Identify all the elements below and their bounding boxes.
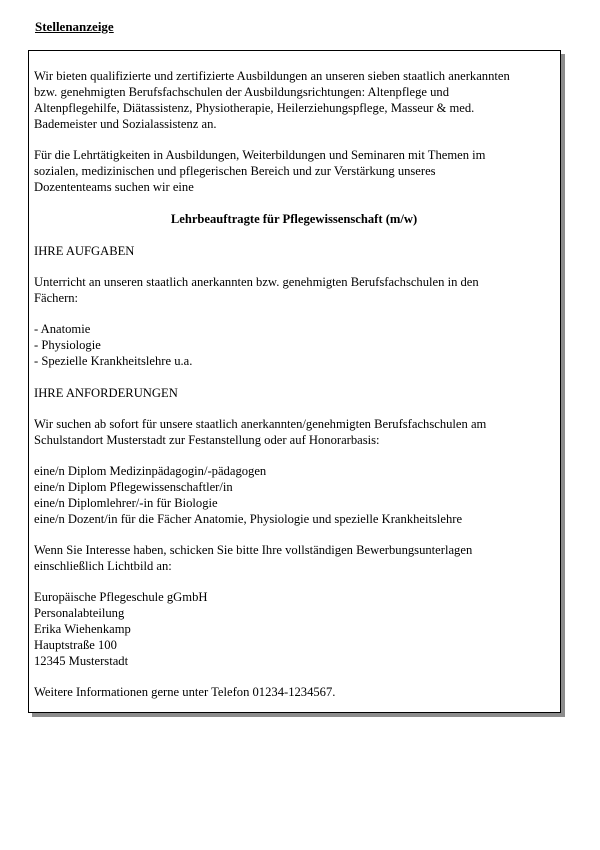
intro-paragraph <box>34 68 554 132</box>
text-line: sozialen, medizinischen und pflegerischen Bereich und zur Verstärkung unseres <box>34 164 436 178</box>
text-line: Schulstandort Musterstadt zur Festanstellung oder auf Honorarbasis: <box>34 433 380 447</box>
job-title: Lehrbeauftragte für Pflegewissenschaft (m/w) <box>170 212 418 226</box>
text-line: Fächern: <box>34 291 79 305</box>
address-line: Hauptstraße 100 <box>34 638 117 652</box>
text-line: bzw. genehmigten Berufsfachschulen der Ausbildungsrichtungen: Altenpflege und <box>34 85 450 99</box>
spacer <box>34 306 554 321</box>
text-line: Wir suchen ab sofort für unsere staatlich anerkannten/genehmigten Berufsfachschulen am <box>34 417 487 431</box>
tasks-paragraph <box>34 274 554 306</box>
requirements-paragraph <box>34 416 554 448</box>
text-line: Bademeister und Sozialassistenz an. <box>34 117 217 131</box>
job-ad-box <box>28 50 561 713</box>
text-line: Für die Lehrtätigkeiten in Ausbildungen, Weiterbildungen und Seminaren mit Themen im <box>34 148 486 162</box>
text-line: Altenpflegehilfe, Diätassistenz, Physiotherapie, Heilerziehungspflege, Masseur & med. <box>34 101 475 115</box>
address-line: Erika Wiehenkamp <box>34 622 131 636</box>
address-line: Personalabteilung <box>34 606 125 620</box>
list-item: eine/n Diplomlehrer/-in für Biologie <box>34 496 218 510</box>
requirements-heading: IHRE ANFORDERUNGEN <box>34 386 178 400</box>
spacer <box>34 401 554 416</box>
profiles-list <box>34 463 554 527</box>
search-paragraph <box>34 147 554 195</box>
list-item: - Physiologie <box>34 338 101 352</box>
spacer <box>34 132 554 147</box>
text-line: Wir bieten qualifizierte und zertifizierte Ausbildungen an unseren sieben staatlich anerkannten <box>34 69 510 83</box>
address-block <box>34 589 554 669</box>
spacer <box>34 669 554 684</box>
text-line: Wenn Sie Interesse haben, schicken Sie bitte Ihre vollständigen Bewerbungsunterlagen <box>34 543 473 557</box>
list-item: - Spezielle Krankheitslehre u.a. <box>34 354 193 368</box>
text-line: einschließlich Lichtbild an: <box>34 559 172 573</box>
text-line: Unterricht an unseren staatlich anerkannten bzw. genehmigten Berufsfachschulen in den <box>34 275 479 289</box>
job-ad-content <box>34 68 554 700</box>
address-line: 12345 Musterstadt <box>34 654 129 668</box>
spacer <box>34 448 554 463</box>
subjects-list <box>34 321 554 369</box>
address-line: Europäische Pflegeschule gGmbH <box>34 590 208 604</box>
tasks-heading: IHRE AUFGABEN <box>34 244 135 258</box>
list-item: eine/n Dozent/in für die Fächer Anatomie, Physiologie und spezielle Krankheitslehre <box>34 512 463 526</box>
spacer <box>34 527 554 542</box>
text-line: Dozententeams suchen wir eine <box>34 180 194 194</box>
contact-line: Weitere Informationen gerne unter Telefon 01234-1234567. <box>34 685 336 699</box>
list-item: - Anatomie <box>34 322 91 336</box>
apply-paragraph <box>34 542 554 574</box>
page-heading: Stellenanzeige <box>35 19 114 34</box>
list-item: eine/n Diplom Medizinpädagogin/-pädagogen <box>34 464 267 478</box>
spacer <box>34 259 554 274</box>
list-item: eine/n Diplom Pflegewissenschaftler/in <box>34 480 233 494</box>
spacer <box>34 574 554 589</box>
